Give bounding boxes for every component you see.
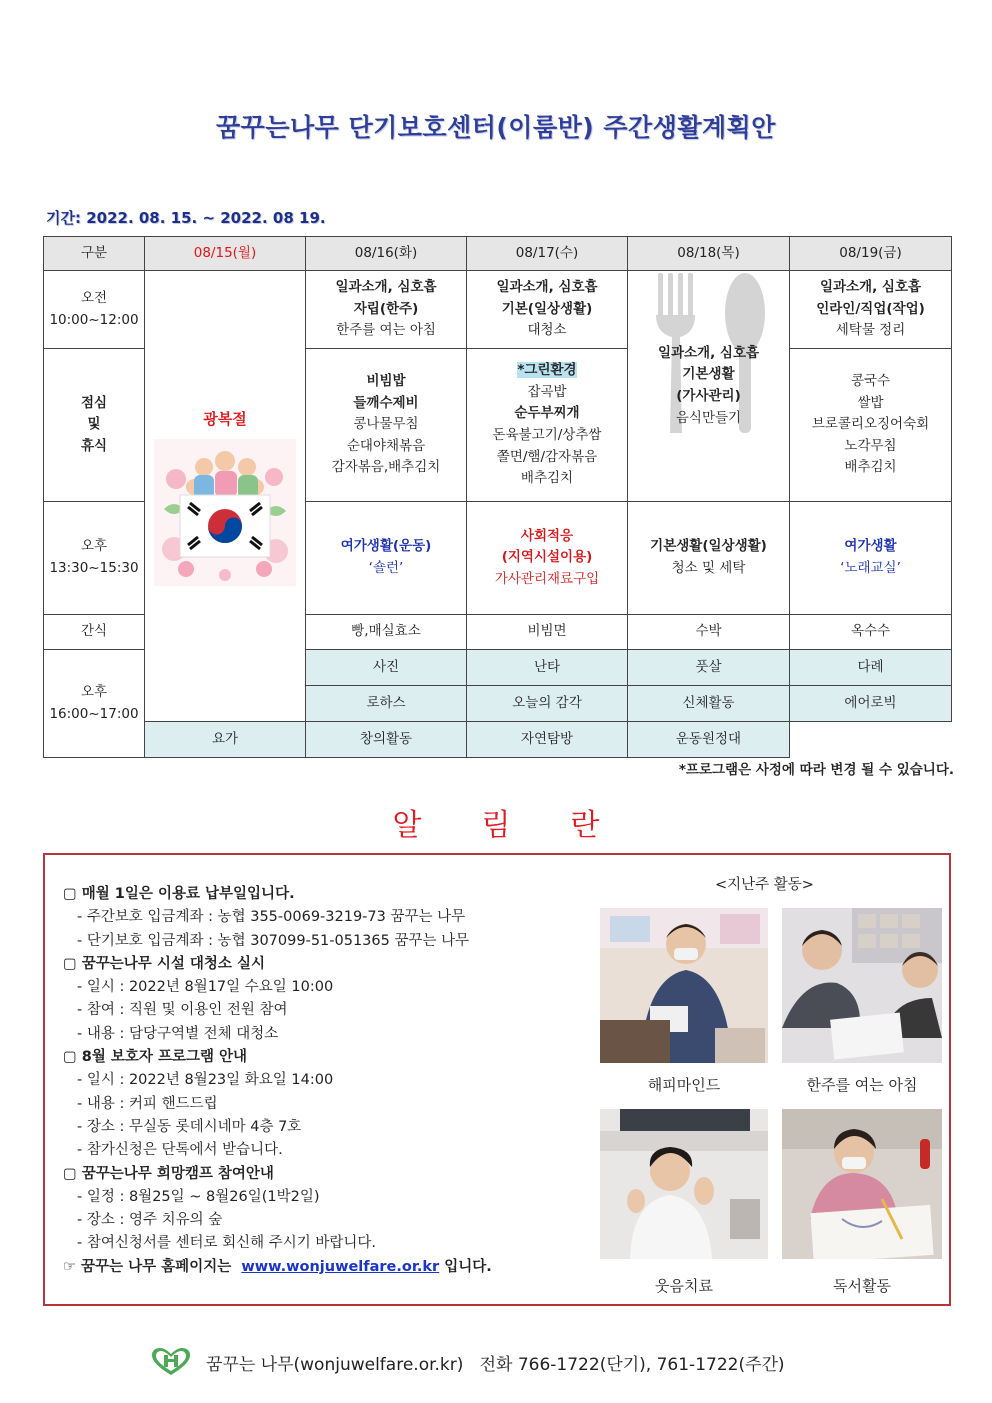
notice-item: - 참여신청서를 센터로 회신해 주시기 바랍니다. xyxy=(77,1235,377,1252)
thu-late-2: 신체활동 xyxy=(628,686,790,722)
weekly-plan-table xyxy=(43,236,952,758)
thu-late-1: 풋살 xyxy=(628,650,790,686)
tue-late-2: 로하스 xyxy=(306,686,467,722)
thu-late-3: 자연탐방 xyxy=(467,722,628,758)
tue-snack: 빵,매실효소 xyxy=(306,615,467,650)
header-fri: 08/19(금) xyxy=(790,237,952,271)
wed-late-1: 난타 xyxy=(467,650,628,686)
tue-afternoon: 여가생활(운동) ‘숄런’ xyxy=(306,502,467,615)
fri-afternoon: 여가생활 ‘노래교실’ xyxy=(790,502,952,615)
header-category: 구분 xyxy=(44,237,145,271)
thu-snack: 수박 xyxy=(628,615,790,650)
row-label-afternoon: 오후 13:30~15:30 xyxy=(44,502,145,615)
notice-item: - 단기보호 입금계좌 : 농협 307099-51-051365 꿈꾸는 나무 xyxy=(77,932,470,949)
row-label-morning: 오전 10:00~12:00 xyxy=(44,271,145,349)
photo-laughter-therapy xyxy=(600,1109,768,1264)
holiday-illustration xyxy=(154,439,296,586)
photo-happy-mind xyxy=(600,908,768,1063)
photo-reading xyxy=(782,1109,942,1264)
notice-heading: ▢ 꿈꾸는나무 시설 대청소 실시 xyxy=(63,955,265,972)
row-label-snack: 간식 xyxy=(44,615,145,650)
homepage-link[interactable]: www.wonjuwelfare.or.kr xyxy=(241,1258,440,1275)
fri-late-3: 운동원정대 xyxy=(628,722,790,758)
notice-box xyxy=(43,853,951,1306)
fri-lunch: 콩국수 쌀밥 브로콜리오징어숙회 노각무침 배추김치 xyxy=(790,349,952,502)
notice-item: - 장소 : 영주 치유의 숲 xyxy=(77,1212,223,1229)
tue-late-3: 요가 xyxy=(145,722,306,758)
notice-item: - 일정 : 8월25일 ~ 8월26일(1박2일) xyxy=(77,1188,320,1205)
fri-late-1: 다례 xyxy=(790,650,952,686)
fri-late-2: 에어로빅 xyxy=(790,686,952,722)
table-row-late-3 xyxy=(44,722,952,758)
holiday-cell xyxy=(145,271,306,722)
heart-logo-icon xyxy=(150,1347,192,1377)
activity-caption: 해피마인드 xyxy=(647,1076,721,1094)
photo-week-morning xyxy=(782,908,942,1063)
notice-item: - 참여 : 직원 및 이용인 전원 참여 xyxy=(77,1002,288,1019)
fri-morning: 일과소개, 심호흡 인라인/직업(작업) 세탁물 정리 xyxy=(790,271,952,349)
table-header-row xyxy=(44,237,952,271)
activity-caption: 독서활동 xyxy=(833,1277,891,1295)
notice-heading: ▢ 꿈꾸는나무 희망캠프 참여안내 xyxy=(63,1165,274,1182)
notice-list xyxy=(63,883,583,1279)
header-thu: 08/18(목) xyxy=(628,237,790,271)
thu-morning-lunch: 일과소개, 심호흡 기본생활 (가사관리) 음식만들기 xyxy=(628,271,790,502)
thu-afternoon: 기본생활(일상생활) 청소 및 세탁 xyxy=(628,502,790,615)
notice-item: - 일시 : 2022년 8월17일 수요일 10:00 xyxy=(77,979,334,996)
wed-afternoon: 사회적응 (지역시설이용) 가사관리재료구입 xyxy=(467,502,628,615)
fri-snack: 옥수수 xyxy=(790,615,952,650)
page-title: 꿈꾸는나무 단기보호센터(이룸반) 주간생활계획안 xyxy=(216,113,776,142)
period-label: 기간: 2022. 08. 15. ~ 2022. 08 19. xyxy=(46,209,326,227)
holiday-name: 광복절 xyxy=(203,409,247,428)
program-change-note: *프로그램은 사정에 따라 변경 될 수 있습니다. xyxy=(678,762,954,778)
wed-late-3: 창의활동 xyxy=(306,722,467,758)
wed-morning: 일과소개, 심호흡 기본(일상생활) 대청소 xyxy=(467,271,628,349)
activity-caption: 웃음치료 xyxy=(655,1277,713,1295)
notice-item: - 장소 : 무실동 롯데시네마 4층 7호 xyxy=(77,1118,302,1135)
tue-late-1: 사진 xyxy=(306,650,467,686)
tue-lunch: 비빔밥 들깨수제비 콩나물무침 순대야채볶음 감자볶음,배추김치 xyxy=(306,349,467,502)
header-wed: 08/17(수) xyxy=(467,237,628,271)
footer xyxy=(150,1347,785,1377)
notice-item: - 참가신청은 단톡에서 받습니다. xyxy=(77,1142,283,1159)
notice-title: 알림란 xyxy=(392,808,660,843)
activity-caption: 한주를 여는 아침 xyxy=(806,1076,918,1094)
notice-heading: ▢ 8월 보호자 프로그램 안내 xyxy=(63,1049,248,1066)
tue-morning: 일과소개, 심호흡 자립(한주) 한주를 여는 아침 xyxy=(306,271,467,349)
table-row-morning xyxy=(44,271,952,349)
footer-text: 꿈꾸는 나무(wonjuwelfare.or.kr) 전화 766-1722(단기), 761-1722(주간) xyxy=(206,1354,785,1375)
wed-lunch: *그린환경 잡곡밥 순두부찌개 돈육불고기/상추쌈 쫄면/햄/감자볶음 배추김치 xyxy=(467,349,628,502)
notice-item: - 일시 : 2022년 8월23일 화요일 14:00 xyxy=(77,1072,334,1089)
notice-heading: ▢ 매월 1일은 이용료 납부일입니다. xyxy=(63,886,295,902)
row-label-late: 오후 16:00~17:00 xyxy=(44,650,145,758)
notice-item: - 내용 : 담당구역별 전체 대청소 xyxy=(77,1025,279,1042)
header-mon: 08/15(월) xyxy=(145,237,306,271)
activities-title: <지난주 활동> xyxy=(715,877,814,893)
notice-item: - 주간보호 입금계좌 : 농협 355-0069-3219-73 꿈꾸는 나무 xyxy=(77,909,466,926)
wed-snack: 비빔면 xyxy=(467,615,628,650)
homepage-line: ☞ 꿈꾸는 나무 홈페이지는 www.wonjuwelfare.or.kr 입니다. xyxy=(63,1258,492,1275)
notice-item: - 내용 : 커피 핸드드립 xyxy=(77,1095,218,1112)
header-tue: 08/16(화) xyxy=(306,237,467,271)
row-label-lunch: 점심 및 휴식 xyxy=(44,349,145,502)
wed-late-2: 오늘의 감각 xyxy=(467,686,628,722)
